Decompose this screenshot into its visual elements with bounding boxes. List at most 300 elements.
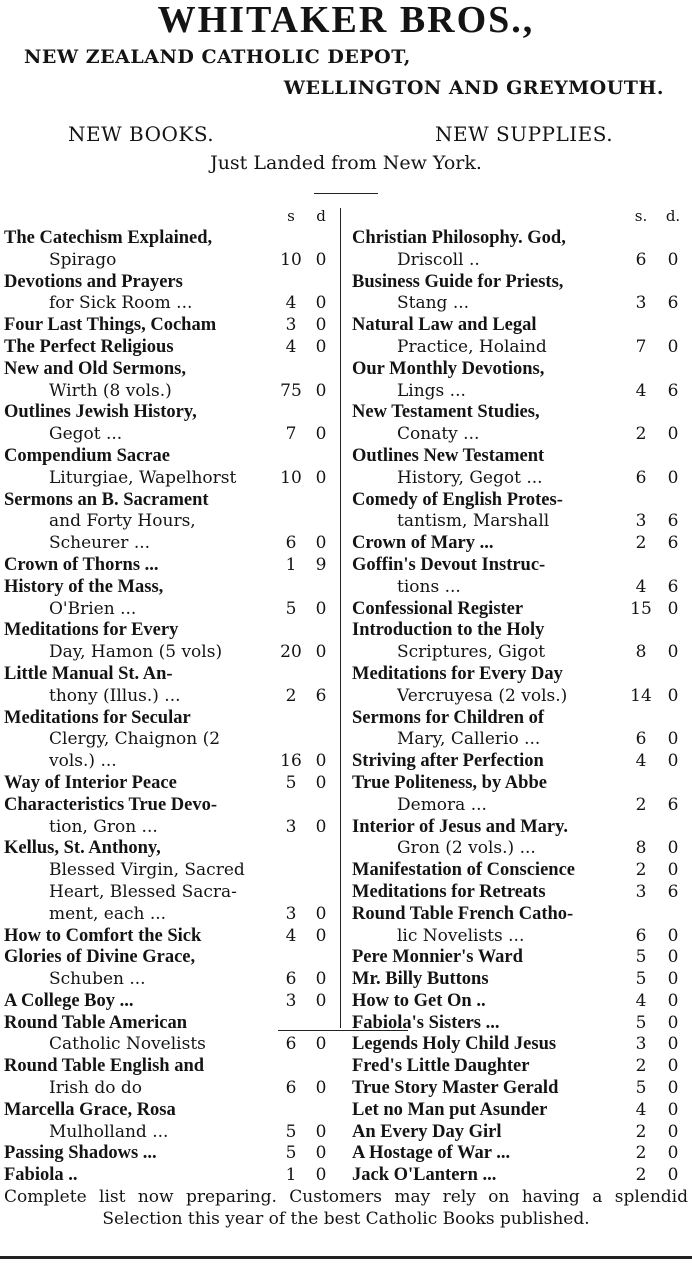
price-spacer (306, 577, 336, 599)
price-pence: 0 (667, 424, 679, 445)
book-title: Goffin's Devout Instruc- (352, 554, 546, 575)
book-line (4, 926, 336, 948)
price-pence: 0 (315, 336, 327, 357)
price-spacer (276, 729, 306, 751)
book-line (352, 228, 690, 250)
right-book-list (352, 206, 690, 1187)
price-shillings: 4 (285, 925, 297, 946)
price-pence: 0 (315, 249, 327, 270)
book-line (352, 293, 690, 315)
book-entry (352, 1122, 690, 1144)
book-entry (352, 773, 690, 817)
book-line (352, 686, 690, 708)
price-spacer (276, 1056, 306, 1078)
left-column-header (4, 206, 336, 228)
book-title: Comedy of English Protes- (352, 489, 563, 510)
price-shillings: 6 (285, 1078, 297, 1099)
price-spacer (306, 1013, 336, 1035)
price-shillings: 8 (635, 642, 647, 663)
book-title: Interior of Jesus and Mary. (352, 816, 569, 837)
price-shillings: 20 (280, 642, 302, 663)
book-title-continued: Irish do do (49, 1078, 142, 1099)
price-shillings: 5 (635, 1078, 647, 1099)
book-line (352, 468, 690, 490)
price-spacer (656, 664, 690, 686)
price-spacer (656, 359, 690, 381)
price-spacer (626, 272, 656, 294)
depot-subtitle: NEW ZEALAND CATHOLIC DEPOT, (24, 46, 411, 68)
book-title-continued: O'Brien ... (49, 598, 137, 619)
book-line (352, 795, 690, 817)
price-shillings: 4 (635, 380, 647, 401)
price-spacer (276, 228, 306, 250)
book-line (4, 773, 336, 795)
book-line (352, 577, 690, 599)
book-line (4, 817, 336, 839)
book-line (4, 293, 336, 315)
price-shillings: 2 (635, 860, 647, 881)
book-title: Compendium Sacrae (4, 445, 170, 466)
book-title-continued: Spirago (49, 249, 117, 270)
book-line (352, 642, 690, 664)
price-shillings: 6 (285, 1034, 297, 1055)
book-title: Kellus, St. Anthony, (4, 838, 161, 859)
book-line (352, 402, 690, 424)
price-spacer (276, 664, 306, 686)
book-line (352, 337, 690, 359)
book-title: The Perfect Religious (4, 336, 174, 357)
book-title: Legends Holy Child Jesus (352, 1034, 557, 1055)
price-spacer (626, 359, 656, 381)
price-shillings: 2 (635, 794, 647, 815)
book-line (352, 838, 690, 860)
book-entry (4, 577, 336, 621)
book-entry (352, 969, 690, 991)
book-line (4, 1078, 336, 1100)
book-entry (352, 315, 690, 359)
book-entry (352, 599, 690, 621)
book-title: Marcella Grace, Rosa (4, 1099, 176, 1120)
book-line (352, 947, 690, 969)
price-shillings: 2 (285, 685, 297, 706)
book-title-continued: Mary, Callerio ... (397, 729, 541, 750)
price-spacer (626, 664, 656, 686)
price-spacer (306, 490, 336, 512)
book-line (4, 1122, 336, 1144)
book-title: Fabiola's Sisters ... (352, 1012, 500, 1033)
price-shillings: 6 (285, 969, 297, 990)
book-line (352, 446, 690, 468)
price-pence: 0 (315, 380, 327, 401)
price-shillings: 4 (635, 576, 647, 597)
book-line (352, 817, 690, 839)
book-title-continued: tion, Gron ... (49, 816, 158, 837)
price-spacer (276, 490, 306, 512)
book-line (4, 1100, 336, 1122)
price-pence: 0 (667, 336, 679, 357)
book-title-continued: Practice, Holaind (397, 336, 547, 357)
price-spacer (656, 315, 690, 337)
book-line (352, 904, 690, 926)
book-line (4, 1165, 336, 1187)
book-line (352, 533, 690, 555)
book-line (4, 664, 336, 686)
left-entries (4, 228, 336, 1187)
book-title: Manifestation of Conscience (352, 860, 575, 881)
book-title-continued: Heart, Blessed Sacra- (49, 881, 237, 902)
book-title: An Every Day Girl (352, 1121, 502, 1142)
book-title: Confessional Register (352, 598, 524, 619)
price-pence: 0 (315, 533, 327, 554)
price-spacer (276, 838, 306, 860)
book-entry (352, 1013, 690, 1035)
price-pence: 0 (667, 751, 679, 772)
book-title: New Testament Studies, (352, 402, 540, 423)
book-title-continued: ment, each ... (49, 903, 167, 924)
book-entry (352, 446, 690, 490)
price-pence: 0 (667, 1034, 679, 1055)
price-spacer (306, 860, 336, 882)
price-spacer (626, 490, 656, 512)
price-pence: 0 (667, 1078, 679, 1099)
price-spacer (626, 446, 656, 468)
book-line (352, 1122, 690, 1144)
book-line (4, 468, 336, 490)
book-title: Sermons for Children of (352, 707, 545, 728)
book-title-continued: Demora ... (397, 794, 487, 815)
price-spacer (626, 228, 656, 250)
book-title-continued: Catholic Novelists (49, 1034, 206, 1055)
price-shillings: 75 (280, 380, 302, 401)
price-pence: 0 (667, 860, 679, 881)
book-entry (352, 402, 690, 446)
price-pence: 0 (315, 969, 327, 990)
book-entry (4, 1143, 336, 1165)
price-pence: 0 (667, 729, 679, 750)
book-title-continued: and Forty Hours, (49, 511, 196, 532)
price-pence: 0 (667, 990, 679, 1011)
price-shillings: 10 (280, 467, 302, 488)
book-entry (4, 272, 336, 316)
book-line (352, 991, 690, 1013)
book-entry (4, 446, 336, 490)
price-spacer (306, 1100, 336, 1122)
price-pence: 0 (667, 1056, 679, 1077)
price-shillings: 3 (285, 990, 297, 1011)
shillings-label: s. (634, 207, 648, 225)
book-title: Meditations for Every (4, 620, 179, 641)
price-spacer (276, 1100, 306, 1122)
price-pence: 6 (667, 576, 679, 597)
book-line (4, 424, 336, 446)
price-pence: 0 (667, 1012, 679, 1033)
book-line (4, 620, 336, 642)
price-shillings: 4 (635, 751, 647, 772)
book-line (4, 642, 336, 664)
book-title-continued: thony (Illus.) ... (49, 685, 181, 706)
landed-notice: Just Landed from New York. (210, 152, 482, 174)
price-shillings: 4 (285, 336, 297, 357)
book-title: Crown of Mary ... (352, 533, 494, 554)
price-spacer (306, 446, 336, 468)
book-entry (4, 795, 336, 839)
book-line (4, 686, 336, 708)
price-shillings: 3 (635, 511, 647, 532)
book-line (352, 1013, 690, 1035)
book-title-continued: tions ... (397, 576, 461, 597)
book-entry (352, 1143, 690, 1165)
footer-divider (278, 1030, 408, 1031)
book-title-continued: Stang ... (397, 293, 470, 314)
price-shillings: 5 (285, 598, 297, 619)
book-entry (4, 926, 336, 948)
book-title: Characteristics True Devo- (4, 794, 218, 815)
book-entry (4, 838, 336, 925)
price-shillings: 3 (635, 1034, 647, 1055)
book-line (352, 926, 690, 948)
book-entry (4, 359, 336, 403)
book-title-continued: Wirth (8 vols.) (49, 380, 172, 401)
price-shillings: 4 (285, 293, 297, 314)
book-title: Round Table American (4, 1012, 187, 1033)
book-line (352, 708, 690, 730)
book-entry (4, 1100, 336, 1144)
book-entry (4, 402, 336, 446)
price-spacer (276, 708, 306, 730)
book-title-continued: for Sick Room ... (49, 293, 193, 314)
book-title-continued: Clergy, Chaignon (2 (49, 729, 221, 750)
book-line (352, 315, 690, 337)
price-pence: 6 (315, 685, 327, 706)
price-pence: 0 (667, 642, 679, 663)
book-title-continued: Day, Hamon (5 vols) (49, 642, 223, 663)
book-title: Four Last Things, Cocham (4, 315, 217, 336)
price-spacer (276, 882, 306, 904)
book-line (4, 860, 336, 882)
book-line (352, 1078, 690, 1100)
price-shillings: 6 (285, 533, 297, 554)
price-shillings: 6 (635, 729, 647, 750)
price-spacer (276, 402, 306, 424)
price-pence: 6 (667, 881, 679, 902)
book-title-continued: Liturgiae, Wapelhorst (49, 467, 237, 488)
book-title: Striving after Perfection (352, 751, 544, 772)
book-entry (352, 533, 690, 555)
book-line (352, 1143, 690, 1165)
price-pence: 6 (667, 511, 679, 532)
price-spacer (656, 555, 690, 577)
price-pence: 0 (315, 816, 327, 837)
book-title: Fred's Little Daughter (352, 1056, 530, 1077)
price-pence: 0 (315, 293, 327, 314)
price-spacer (306, 402, 336, 424)
book-title-continued: vols.) ... (49, 751, 117, 772)
book-line (4, 511, 336, 533)
price-spacer (626, 555, 656, 577)
book-line (4, 577, 336, 599)
price-pence: 0 (667, 969, 679, 990)
book-title: Sermons an B. Sacrament (4, 489, 209, 510)
footer-note: Complete list now preparing. Customers may rely on having a splendid Selection this year of the best Catholic Books published. (4, 1187, 688, 1229)
price-spacer (656, 402, 690, 424)
price-spacer (276, 446, 306, 468)
book-entry (352, 1165, 690, 1187)
price-pence: 0 (315, 925, 327, 946)
price-spacer (306, 795, 336, 817)
left-book-list (4, 206, 336, 1187)
book-entry (352, 359, 690, 403)
price-spacer (306, 708, 336, 730)
price-pence: 0 (315, 1143, 327, 1164)
price-spacer (276, 860, 306, 882)
price-spacer (276, 577, 306, 599)
price-spacer (306, 228, 336, 250)
price-pence: 0 (315, 467, 327, 488)
book-title: Round Table English and (4, 1056, 205, 1077)
price-spacer (656, 904, 690, 926)
price-pence: 6 (667, 794, 679, 815)
book-title: Christian Philosophy. God, (352, 228, 566, 248)
book-line (352, 1034, 690, 1056)
book-entry (4, 620, 336, 664)
book-line (352, 599, 690, 621)
book-title: Little Manual St. An- (4, 663, 173, 684)
price-pence: 0 (667, 1099, 679, 1120)
book-title: Fabiola .. (4, 1165, 78, 1186)
pence-label: d (316, 207, 326, 225)
price-spacer (626, 402, 656, 424)
price-pence: 0 (315, 598, 327, 619)
price-shillings: 6 (635, 467, 647, 488)
book-entry (352, 751, 690, 773)
book-title-continued: Lings ... (397, 380, 466, 401)
price-shillings: 1 (285, 1165, 297, 1186)
price-spacer (626, 708, 656, 730)
book-line (352, 882, 690, 904)
book-line (4, 381, 336, 403)
price-pence: 0 (315, 903, 327, 924)
book-entry (4, 337, 336, 359)
price-spacer (306, 272, 336, 294)
price-shillings: 4 (635, 990, 647, 1011)
book-title-continued: Driscoll .. (397, 249, 480, 270)
price-pence: 0 (315, 1034, 327, 1055)
book-line (352, 250, 690, 272)
book-entry (352, 1034, 690, 1056)
book-title: Passing Shadows ... (4, 1143, 157, 1164)
book-line (4, 751, 336, 773)
book-line (352, 359, 690, 381)
book-entry (352, 817, 690, 861)
price-spacer (276, 947, 306, 969)
book-line (4, 1056, 336, 1078)
price-shillings: 2 (635, 1165, 647, 1186)
book-entry (4, 315, 336, 337)
book-entry (352, 490, 690, 534)
location-subtitle: WELLINGTON AND GREYMOUTH. (283, 77, 664, 99)
right-entries (352, 228, 690, 1187)
book-title: A College Boy ... (4, 990, 134, 1011)
book-title: A Hostage of War ... (352, 1143, 511, 1164)
book-title-continued: tantism, Marshall (397, 511, 550, 532)
price-shillings: 5 (285, 1121, 297, 1142)
book-title: True Story Master Gerald (352, 1078, 559, 1099)
book-title: Meditations for Retreats (352, 881, 546, 902)
price-pence: 0 (315, 751, 327, 772)
price-spacer (306, 882, 336, 904)
book-entry (4, 1056, 336, 1100)
book-line (352, 490, 690, 512)
book-line (352, 729, 690, 751)
right-column-header (352, 206, 690, 228)
book-line (4, 1013, 336, 1035)
book-entry (4, 490, 336, 555)
price-spacer (276, 1013, 306, 1035)
book-entry (352, 1078, 690, 1100)
book-title: True Politeness, by Abbe (352, 772, 547, 793)
price-shillings: 2 (635, 1121, 647, 1142)
book-line (4, 446, 336, 468)
book-title: The Catechism Explained, (4, 228, 213, 248)
price-spacer (626, 817, 656, 839)
price-shillings: 10 (280, 249, 302, 270)
book-title-continued: Gron (2 vols.) ... (397, 838, 536, 859)
price-pence: 0 (315, 1078, 327, 1099)
book-entry (4, 991, 336, 1013)
price-spacer (656, 228, 690, 250)
price-shillings: 2 (635, 1056, 647, 1077)
price-spacer (656, 490, 690, 512)
book-line (4, 729, 336, 751)
book-line (4, 838, 336, 860)
book-entry (4, 228, 336, 272)
book-title: Let no Man put Asunder (352, 1099, 548, 1120)
book-line (352, 381, 690, 403)
book-line (4, 708, 336, 730)
book-line (352, 424, 690, 446)
book-line (4, 272, 336, 294)
book-title-continued: Vercruyesa (2 vols.) (397, 685, 568, 706)
book-title: Way of Interior Peace (4, 772, 177, 793)
book-line (4, 533, 336, 555)
book-line (4, 402, 336, 424)
price-shillings: 6 (635, 925, 647, 946)
price-pence: 0 (667, 1165, 679, 1186)
price-spacer (626, 620, 656, 642)
book-line (4, 555, 336, 577)
price-pence: 6 (667, 380, 679, 401)
price-pence: 0 (315, 642, 327, 663)
price-pence: 6 (667, 293, 679, 314)
book-title: Meditations for Secular (4, 707, 191, 728)
book-line (4, 904, 336, 926)
book-title-continued: Schuben ... (49, 969, 146, 990)
price-spacer (276, 359, 306, 381)
book-line (352, 620, 690, 642)
price-shillings: 7 (285, 424, 297, 445)
price-spacer (306, 729, 336, 751)
book-entry (352, 664, 690, 708)
price-pence: 0 (315, 1121, 327, 1142)
price-shillings: 2 (635, 424, 647, 445)
book-entry (4, 664, 336, 708)
book-title: How to Get On .. (352, 990, 486, 1011)
price-pence: 0 (667, 1143, 679, 1164)
book-line (352, 969, 690, 991)
price-shillings: 8 (635, 838, 647, 859)
book-title: New and Old Sermons, (4, 358, 186, 379)
price-shillings: 15 (630, 598, 652, 619)
